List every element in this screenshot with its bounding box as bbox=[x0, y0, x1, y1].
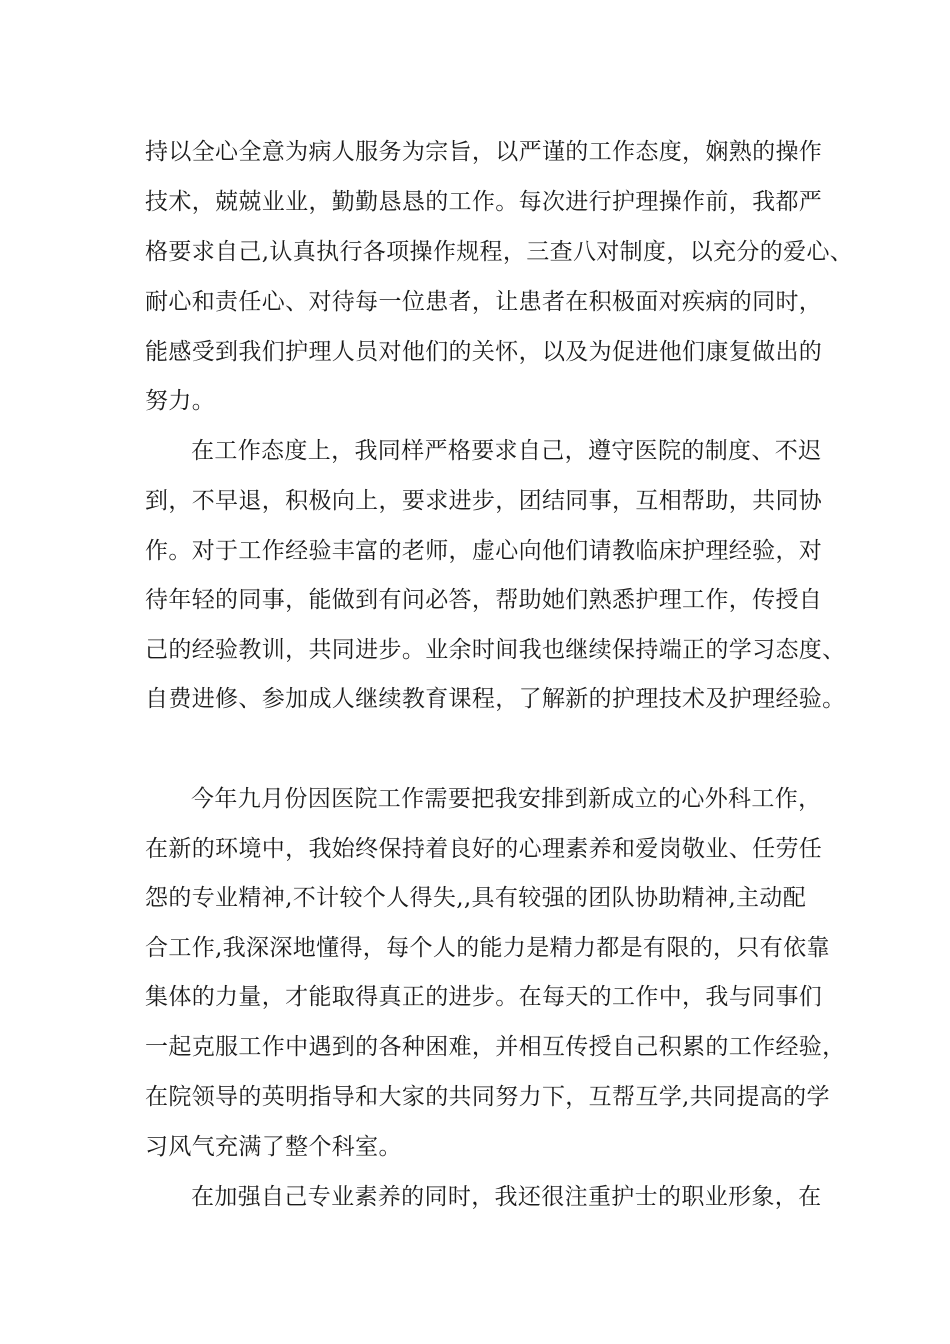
paragraph-line: 在新的环境中，我始终保持着良好的心理素养和爱岗敬业、任劳任 bbox=[145, 836, 823, 862]
paragraph-line: 持以全心全意为病人服务为宗旨，以严谨的工作态度，娴熟的操作 bbox=[145, 139, 823, 165]
paragraph-line: 自费进修、参加成人继续教育课程，了解新的护理技术及护理经验。 bbox=[145, 686, 846, 712]
paragraph-line: 在加强自己专业素养的同时，我还很注重护士的职业形象，在 bbox=[191, 1184, 822, 1210]
paragraph-line: 集体的力量，才能取得真正的进步。在每天的工作中，我与同事们 bbox=[145, 984, 823, 1010]
paragraph-line: 在院领导的英明指导和大家的共同努力下，互帮互学,共同提高的学 bbox=[145, 1084, 830, 1110]
paragraph-line: 努力。 bbox=[145, 388, 216, 414]
paragraph-line: 今年九月份因医院工作需要把我安排到新成立的心外科工作， bbox=[191, 786, 822, 812]
paragraph-line: 待年轻的同事，能做到有问必答，帮助她们熟悉护理工作，传授自 bbox=[145, 587, 823, 613]
paragraph-line: 在工作态度上，我同样严格要求自己，遵守医院的制度、不迟 bbox=[191, 438, 822, 464]
paragraph-line: 耐心和责任心、对待每一位患者，让患者在积极面对疾病的同时， bbox=[145, 289, 823, 315]
paragraph-line: 一起克服工作中遇到的各种困难，并相互传授自己积累的工作经验， bbox=[145, 1034, 846, 1060]
paragraph-line: 技术，兢兢业业，勤勤恳恳的工作。每次进行护理操作前，我都严 bbox=[145, 189, 823, 215]
paragraph-line: 怨的专业精神,不计较个人得失,,具有较强的团队协助精神,主动配 bbox=[145, 885, 807, 911]
paragraph-line: 作。对于工作经验丰富的老师，虚心向他们请教临床护理经验，对 bbox=[145, 538, 823, 564]
paragraph-line: 到，不早退，积极向上，要求进步，团结同事，互相帮助，共同协 bbox=[145, 488, 823, 514]
paragraph-line: 能感受到我们护理人员对他们的关怀，以及为促进他们康复做出的 bbox=[145, 339, 823, 365]
paragraph-line: 习风气充满了整个科室。 bbox=[145, 1134, 402, 1160]
paragraph-line: 合工作,我深深地懂得，每个人的能力是精力都是有限的，只有依靠 bbox=[145, 935, 830, 961]
paragraph-line: 己的经验教训，共同进步。业余时间我也继续保持端正的学习态度、 bbox=[145, 637, 846, 663]
paragraph-line: 格要求自己,认真执行各项操作规程，三查八对制度，以充分的爱心、 bbox=[145, 239, 854, 265]
